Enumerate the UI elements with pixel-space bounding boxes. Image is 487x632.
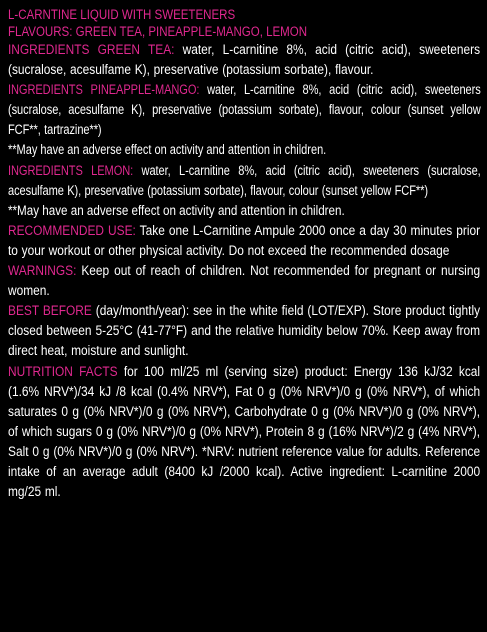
nutrition-facts-text: for 100 ml/25 ml (serving size) product: Energy 136 kJ/32 kcal (1.6% NRV*)/34 kJ /8 kcal (0.4% NRV*), Fat 0 g (0% NRV*)/0 g (0% NRV*), of which saturates 0 g (0% NRV*)/0 g (0% NRV*), Carbohydrate 0 g (0% NRV*)/0 g (0% NRV*), of which sugars 0 g (0% NRV*)/0 g (0% NRV*), Protein 8 g (16% NRV*)/2 g (4% NRV*), Salt 0 g (0% NRV*)/0 g (0% NRV*). *NRV: nutrient reference value for adults. Reference intake of an average adult (8400 kJ /2000 kcal). Active ingredient: L-carnitine 2000 mg/25 ml. bbox=[8, 363, 481, 501]
recommended-use-label: RECOMMENDED USE: bbox=[8, 222, 136, 239]
lemon-colour-warning: **May have an adverse effect on activity and attention in children. bbox=[8, 202, 345, 219]
nutrition-facts-label: NUTRITION FACTS bbox=[8, 363, 118, 380]
recommended-use-text: Take one L-Carnitine Ampule 2000 once a day 30 minutes prior to your workout or other physical activity. Do not exceed the recommended dosage bbox=[8, 222, 481, 259]
ingredients-green-tea-text: water, L-carnitine 8%, acid (citric acid), sweeteners (sucralose, acesulfame K), preservative (potassium sorbate), flavour. bbox=[8, 42, 481, 79]
warnings-text: Keep out of reach of children. Not recommended for pregnant or nursing women. bbox=[8, 263, 481, 300]
best-before-label: BEST BEFORE bbox=[8, 303, 92, 320]
ingredients-green-tea-label: INGREDIENTS GREEN TEA: bbox=[8, 42, 175, 58]
recommended-use bbox=[8, 221, 480, 261]
ingredients-pineapple-mango-text: water, L-carnitine 8%, acid (citric acid), sweeteners (sucralose, acesulfame K), preservative (potassium sorbate), flavour, colour (sunset yellow FCF**, tartrazine**) bbox=[8, 82, 481, 139]
pineapple-mango-colour-warning: **May have an adverse effect on activity and attention in children. bbox=[8, 142, 327, 159]
warnings-label: WARNINGS: bbox=[8, 263, 77, 280]
ingredients-lemon-label: INGREDIENTS LEMON: bbox=[8, 162, 134, 179]
nutrition-facts bbox=[8, 362, 480, 503]
warnings bbox=[8, 261, 480, 301]
product-title: L-CARNTINE LIQUID WITH SWEETENERS bbox=[8, 7, 236, 22]
ingredients-pineapple-mango-label: INGREDIENTS PINEAPPLE-MANGO: bbox=[8, 82, 200, 99]
flavours-line: FLAVOURS: GREEN TEA, PINEAPPLE-MANGO, LEMON bbox=[8, 24, 308, 39]
best-before bbox=[8, 301, 480, 361]
best-before-text: (day/month/year): see in the white field (LOT/EXP). Store product tightly closed between 5-25°C (41-77°F) and the relative humidity below 70%. Keep away from direct heat, moisture and sunlight. bbox=[8, 303, 481, 360]
ingredients-green-tea bbox=[8, 40, 480, 80]
ingredients-pineapple-mango bbox=[8, 80, 481, 140]
ingredients-lemon bbox=[8, 161, 481, 201]
ingredients-lemon-text: water, L-carnitine 8%, acid (citric acid), sweeteners (sucralose, acesulfame K), preservative (potassium sorbate), flavour, colour (sunset yellow FCF**) bbox=[8, 162, 481, 199]
